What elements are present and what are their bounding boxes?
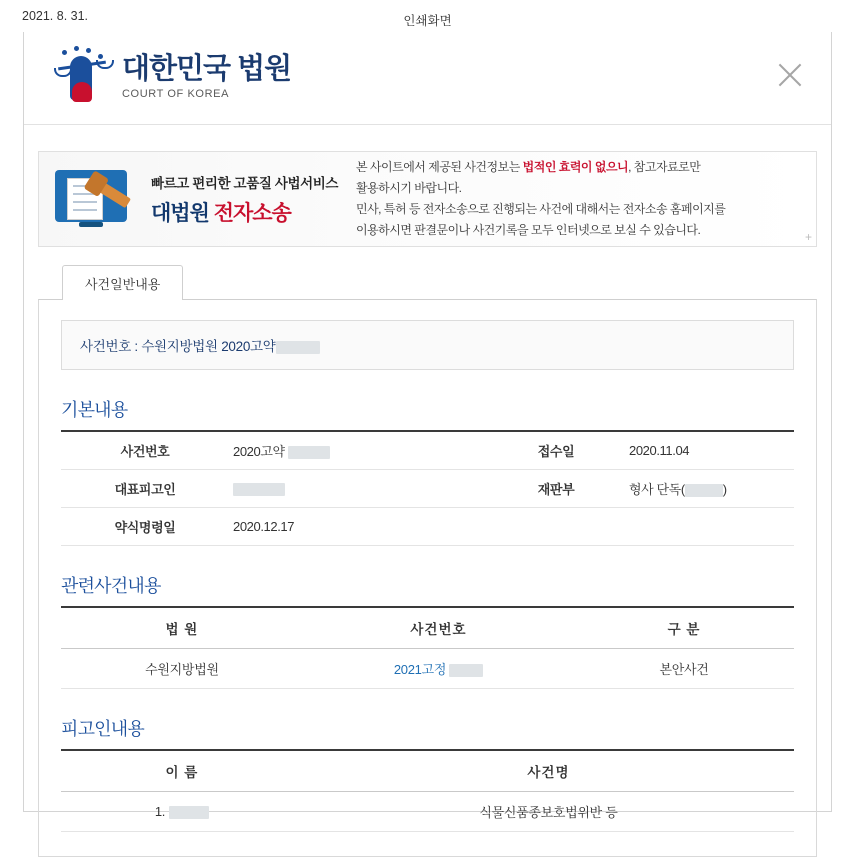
value-case-number-text: 2020고약 [233,444,285,459]
value-summary-order-date: 2020.12.17 [229,508,487,546]
header-name: 이 름 [61,750,303,792]
cell-case-number-text: 2021고정 [393,662,447,677]
tab-case-general[interactable]: 사건일반내용 [62,265,183,300]
label-court-division: 재판부 [487,470,625,508]
table-row [61,431,794,470]
court-logo[interactable] [52,46,291,108]
case-summary-box [61,320,794,370]
banner-expand-icon[interactable]: + [804,230,812,244]
tab-bar [62,265,831,299]
banner-notice-1-post: , 참고자료로만 [628,160,701,174]
masked-value [449,664,483,677]
label-summary-order-date: 약식명령일 [61,508,229,546]
logo-title-kr: 대한민국 법원 [122,53,292,86]
header-type: 구 분 [574,607,794,649]
table-header-row [61,607,794,649]
table-row [61,508,794,546]
value-receipt-date: 2020.11.04 [625,431,794,470]
value-representative-defendant [229,470,487,508]
banner-notice-highlight: 법적인 효력이 없으니 [522,160,629,174]
masked-value [233,483,285,496]
banner-notice [356,157,737,241]
page-frame [23,32,832,820]
header-case-number: 사건번호 [303,607,574,649]
header-case-name: 사건명 [303,750,794,792]
section-title-basic: 기본내용 [61,400,128,420]
label-receipt-date: 접수일 [487,431,625,470]
header-court: 법 원 [61,607,303,649]
section-title-related: 관련사건내용 [61,576,161,596]
label-case-number: 사건번호 [61,431,229,470]
value-case-number [229,431,487,470]
basic-info-table [61,430,794,546]
banner-notice-3: 민사, 특허 등 전자소송으로 진행되는 사건에 대해서는 전자소송 홈페이지를 [356,202,726,216]
print-date: 2021. 8. 31. [22,9,89,23]
banner-line1: 빠르고 편리한 고품질 사법서비스 [151,175,339,191]
masked-case-number [276,341,320,354]
banner-brand: 대법원 [151,201,214,225]
logo-title-en: COURT OF KOREA [122,87,230,100]
banner-notice-2: 활용하시기 바랍니다. [356,181,462,195]
banner-notice-1-pre: 본 사이트에서 제공된 사건정보는 [356,160,523,174]
e-litigation-icon [45,162,141,236]
value-empty [625,508,794,546]
masked-value [685,484,723,497]
value-court-division-suffix: ) [722,482,727,497]
table-row [61,649,794,689]
cell-name-text: 1. [154,803,166,819]
case-summary-text: 사건번호 : 수원지방법원 2020고약 [80,339,276,354]
banner-slogan [151,172,356,227]
site-header [24,32,831,125]
banner-notice-4: 이용하시면 판결문이나 사건기록을 모두 인터넷으로 보실 수 있습니다. [356,223,701,237]
cell-type: 본안사건 [574,649,794,689]
close-icon[interactable] [775,60,805,90]
court-emblem-icon [52,46,114,108]
value-court-division-text: 형사 단독( [629,482,685,497]
label-representative-defendant: 대표피고인 [61,470,229,508]
label-empty [487,508,625,546]
cell-case-number[interactable] [303,649,574,689]
print-header [0,0,855,32]
masked-value [288,446,330,459]
promo-banner [38,151,817,247]
banner-brand-accent: 전자소송 [213,201,291,225]
section-title-defendant: 피고인내용 [61,719,144,739]
cell-court: 수원지방법원 [61,649,303,689]
case-content [38,299,817,857]
table-row [61,470,794,508]
related-case-table [61,606,794,689]
table-row [61,792,794,832]
defendant-table [61,749,794,832]
masked-value [169,806,209,819]
value-court-division [625,470,794,508]
print-title: 인쇄화면 [403,14,452,28]
cell-name [61,792,303,832]
table-header-row [61,750,794,792]
cell-case-name: 식물신품종보호법위반 등 [303,792,794,832]
